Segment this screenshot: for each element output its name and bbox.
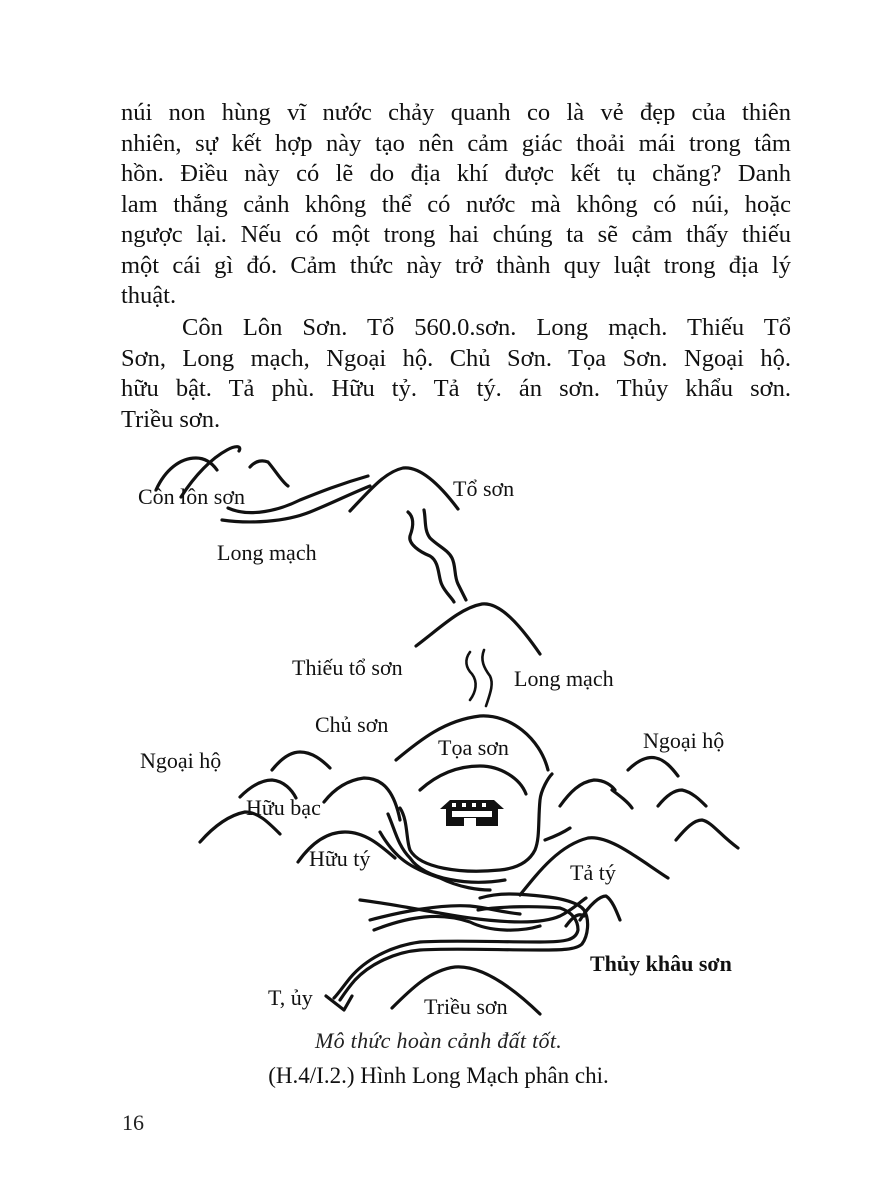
text-line: một cái gì đó. Cảm thức này trở thành quy luật trong địa lý bbox=[121, 251, 791, 279]
to-son-mountain bbox=[350, 468, 458, 511]
text-line: núi non hùng vĩ nước chảy quanh co là vẻ đẹp của thiên bbox=[121, 99, 791, 126]
label-long-mach-mid: Long mạch bbox=[514, 666, 614, 691]
label-ta-ty: Tả tý bbox=[570, 860, 616, 885]
label-trieu-son: Triều sơn bbox=[424, 994, 508, 1019]
text-line: nhiên, sự kết hợp này tạo nên cảm giác thoải mái trong tâm bbox=[121, 129, 791, 157]
figure-subtitle: Mô thức hoàn cảnh đất tốt. bbox=[314, 1028, 563, 1053]
embracing-river bbox=[380, 774, 570, 890]
text-line: thuật. bbox=[121, 282, 177, 309]
lower-river bbox=[326, 894, 620, 1010]
label-chu-son: Chủ sơn bbox=[315, 712, 389, 737]
label-long-mach-top: Long mạch bbox=[217, 540, 317, 565]
text-line: lam thắng cảnh không thể có nước mà không có núi, hoặc bbox=[121, 190, 791, 218]
label-toa-son: Tọa sơn bbox=[438, 735, 509, 760]
figure-caption: (H.4/I.2.) Hình Long Mạch phân chi. bbox=[268, 1063, 609, 1088]
label-thieu-to-son: Thiếu tổ sơn bbox=[292, 655, 403, 680]
text-line: Sơn, Long mạch, Ngoại hộ. Chủ Sơn. Tọa Sơn. Ngoại hộ. bbox=[121, 344, 791, 372]
label-ngoai-ho-right: Ngoại hộ bbox=[643, 728, 725, 753]
text-line: Côn Lôn Sơn. Tổ 560.0.sơn. Long mạch. Thiếu Tổ bbox=[182, 314, 791, 341]
label-ngoai-ho-left: Ngoại hộ bbox=[140, 748, 222, 773]
page-number: 16 bbox=[122, 1110, 144, 1135]
long-mach-wave-1 bbox=[408, 510, 466, 602]
inner-arc bbox=[420, 766, 526, 794]
text-line: ngược lại. Nếu có một trong hai chúng ta sẽ cảm thấy thiếu bbox=[121, 221, 791, 248]
long-mach-wave-2 bbox=[466, 650, 491, 706]
label-huu-ty: Hữu tý bbox=[309, 846, 371, 871]
label-thuy-khau-son: Thủy khâu sơn bbox=[590, 951, 732, 976]
text-line: hồn. Điều này có lẽ do địa khí được kết tụ chăng? Danh bbox=[121, 160, 791, 187]
label-huu-bac: Hữu bạc bbox=[246, 795, 321, 820]
text-line: hữu bật. Tả phù. Hữu tỷ. Tả tý. án sơn. Thủy khẩu sơn. bbox=[121, 375, 791, 402]
label-con-lon-son: Côn lôn sơn bbox=[138, 484, 245, 509]
thieu-to-son-mountain bbox=[416, 604, 540, 654]
right-hills bbox=[520, 758, 738, 896]
house-icon bbox=[440, 800, 504, 826]
text-line: Triều sơn. bbox=[121, 405, 221, 433]
label-to-son: Tổ sơn bbox=[453, 476, 515, 501]
label-thuy: T, ủy bbox=[268, 985, 313, 1010]
